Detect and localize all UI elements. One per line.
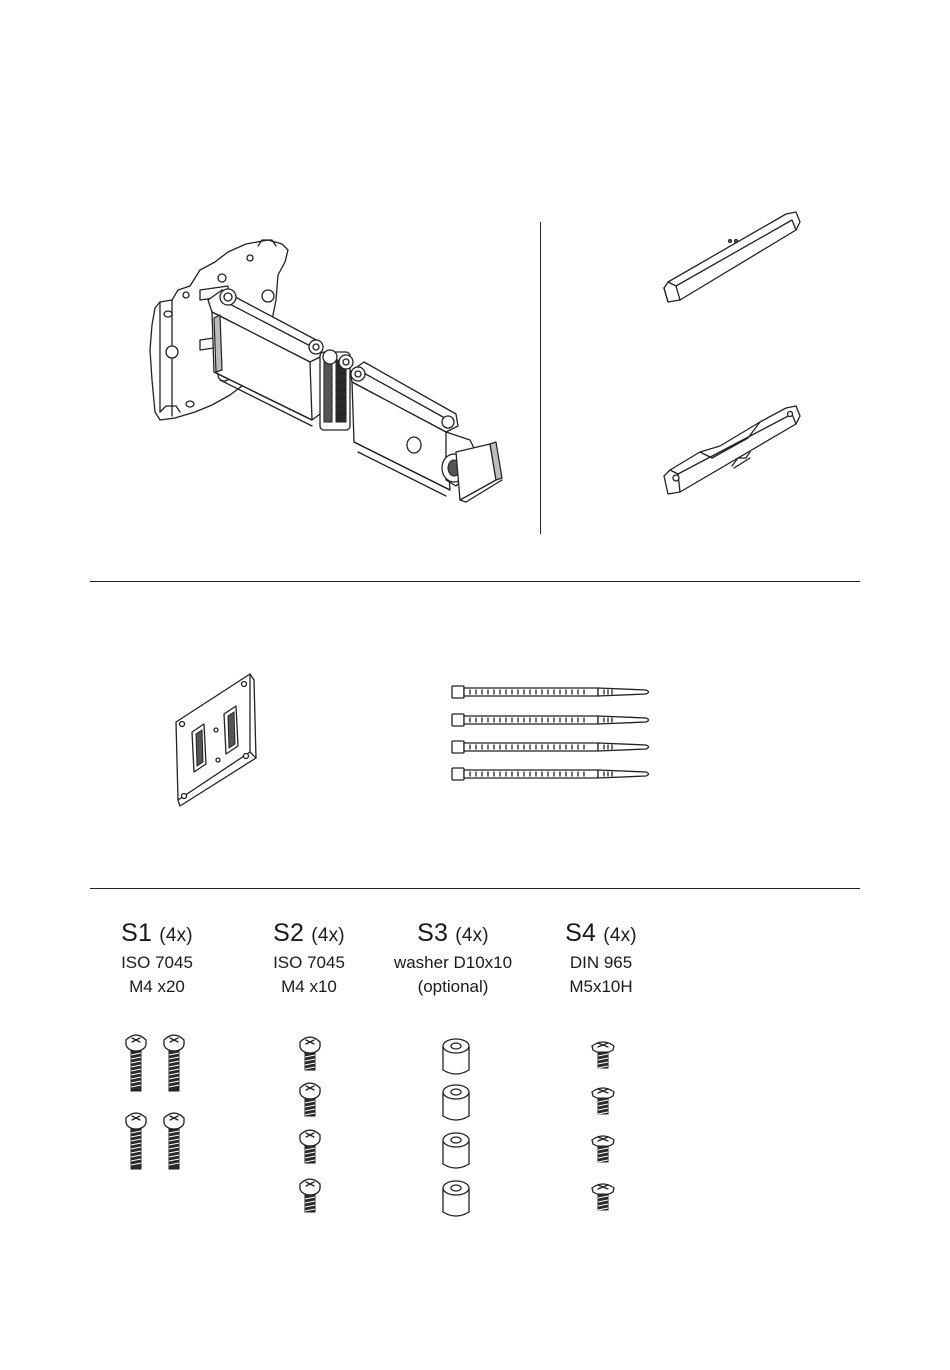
part-size: (optional) [417, 977, 489, 996]
part-qty: (4x) [311, 925, 345, 946]
part-standard: washer D10x10 [393, 953, 513, 972]
top-vertical-divider [540, 222, 541, 534]
part-code: S4 [565, 919, 597, 947]
part-size: M4 x10 [281, 977, 337, 996]
part-size: M4 x20 [129, 977, 185, 996]
part-s3-label [373, 918, 533, 999]
part-s4-label [521, 918, 681, 999]
cable-tie-2 [452, 714, 649, 726]
part-qty: (4x) [455, 925, 489, 946]
section-divider-bottom [90, 888, 860, 889]
part-s1-label [77, 918, 237, 999]
part-size: M5x10H [569, 977, 633, 996]
part-standard: ISO 7045 [121, 953, 193, 972]
part-code: S1 [121, 919, 153, 947]
part-code: S2 [273, 919, 305, 947]
cable-tie-1 [452, 686, 649, 698]
part-qty: (4x) [159, 925, 193, 946]
part-code: S3 [417, 919, 449, 947]
arm-segment-1-drawing [208, 289, 323, 426]
tilt-head-drawing [442, 432, 502, 502]
part-standard: DIN 965 [569, 953, 633, 972]
wall-plate-drawing [150, 240, 288, 420]
part-qty: (4x) [603, 925, 637, 946]
elbow-joint-drawing [320, 350, 353, 430]
part-standard: ISO 7045 [273, 953, 345, 972]
section-divider-top [90, 581, 860, 582]
arm-segment-2-drawing [350, 362, 458, 496]
cable-tie-4 [452, 768, 649, 780]
cable-tie-3 [452, 741, 649, 753]
part-s2-label [229, 918, 389, 999]
